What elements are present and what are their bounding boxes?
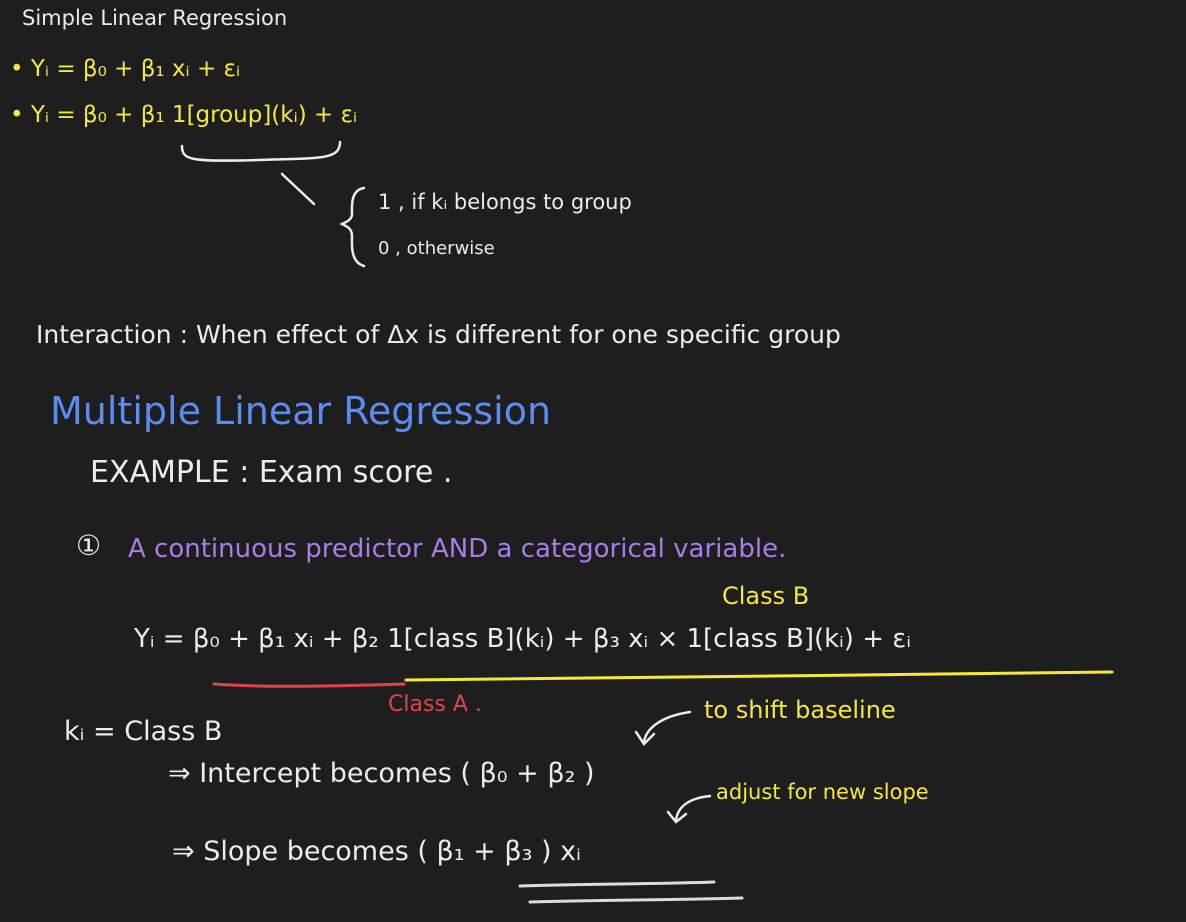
item-one-marker: ① bbox=[76, 529, 102, 562]
class-a-annotation: Class A . bbox=[388, 692, 482, 717]
ki-class-b-line: kᵢ = Class B bbox=[64, 716, 223, 747]
slope-underline-1 bbox=[520, 882, 714, 886]
shift-baseline-note: to shift baseline bbox=[704, 696, 896, 724]
class-b-annotation: Class B bbox=[722, 582, 810, 610]
adjust-arrow-head bbox=[668, 812, 686, 822]
section-title: Simple Linear Regression bbox=[22, 6, 288, 30]
cases-brace bbox=[342, 188, 364, 266]
shift-arrow bbox=[644, 712, 690, 742]
mlr-heading: Multiple Linear Regression bbox=[50, 389, 552, 433]
equation-slr-indicator: • Yᵢ = β₀ + β₁ 1[group](kᵢ) + εᵢ bbox=[10, 102, 358, 128]
interaction-model-equation: Yᵢ = β₀ + β₁ xᵢ + β₂ 1[class B](kᵢ) + β₃ xᵢ × 1[class B](kᵢ) + εᵢ bbox=[134, 624, 911, 654]
adjust-slope-note: adjust for new slope bbox=[716, 780, 929, 804]
indicator-case-one: 1 , if kᵢ belongs to group bbox=[378, 190, 632, 214]
item-one-description: A continuous predictor AND a categorical variable. bbox=[128, 534, 787, 564]
adjust-arrow bbox=[676, 796, 710, 820]
brace-arrow bbox=[282, 174, 314, 204]
intercept-line: ⇒ Intercept becomes ( β₀ + β₂ ) bbox=[168, 758, 595, 789]
example-label: EXAMPLE : Exam score . bbox=[90, 455, 453, 490]
equation-slr-continuous: • Yᵢ = β₀ + β₁ xᵢ + εᵢ bbox=[10, 56, 241, 82]
indicator-case-zero: 0 , otherwise bbox=[378, 238, 495, 259]
class-a-underline bbox=[214, 684, 404, 686]
class-b-underline bbox=[406, 672, 1112, 680]
indicator-underbrace bbox=[182, 142, 340, 161]
slope-underline-2 bbox=[530, 898, 742, 902]
interaction-definition: Interaction : When effect of Δx is different for one specific group bbox=[36, 320, 841, 349]
shift-arrow-head bbox=[636, 732, 654, 744]
slope-line: ⇒ Slope becomes ( β₁ + β₃ ) xᵢ bbox=[172, 836, 581, 867]
